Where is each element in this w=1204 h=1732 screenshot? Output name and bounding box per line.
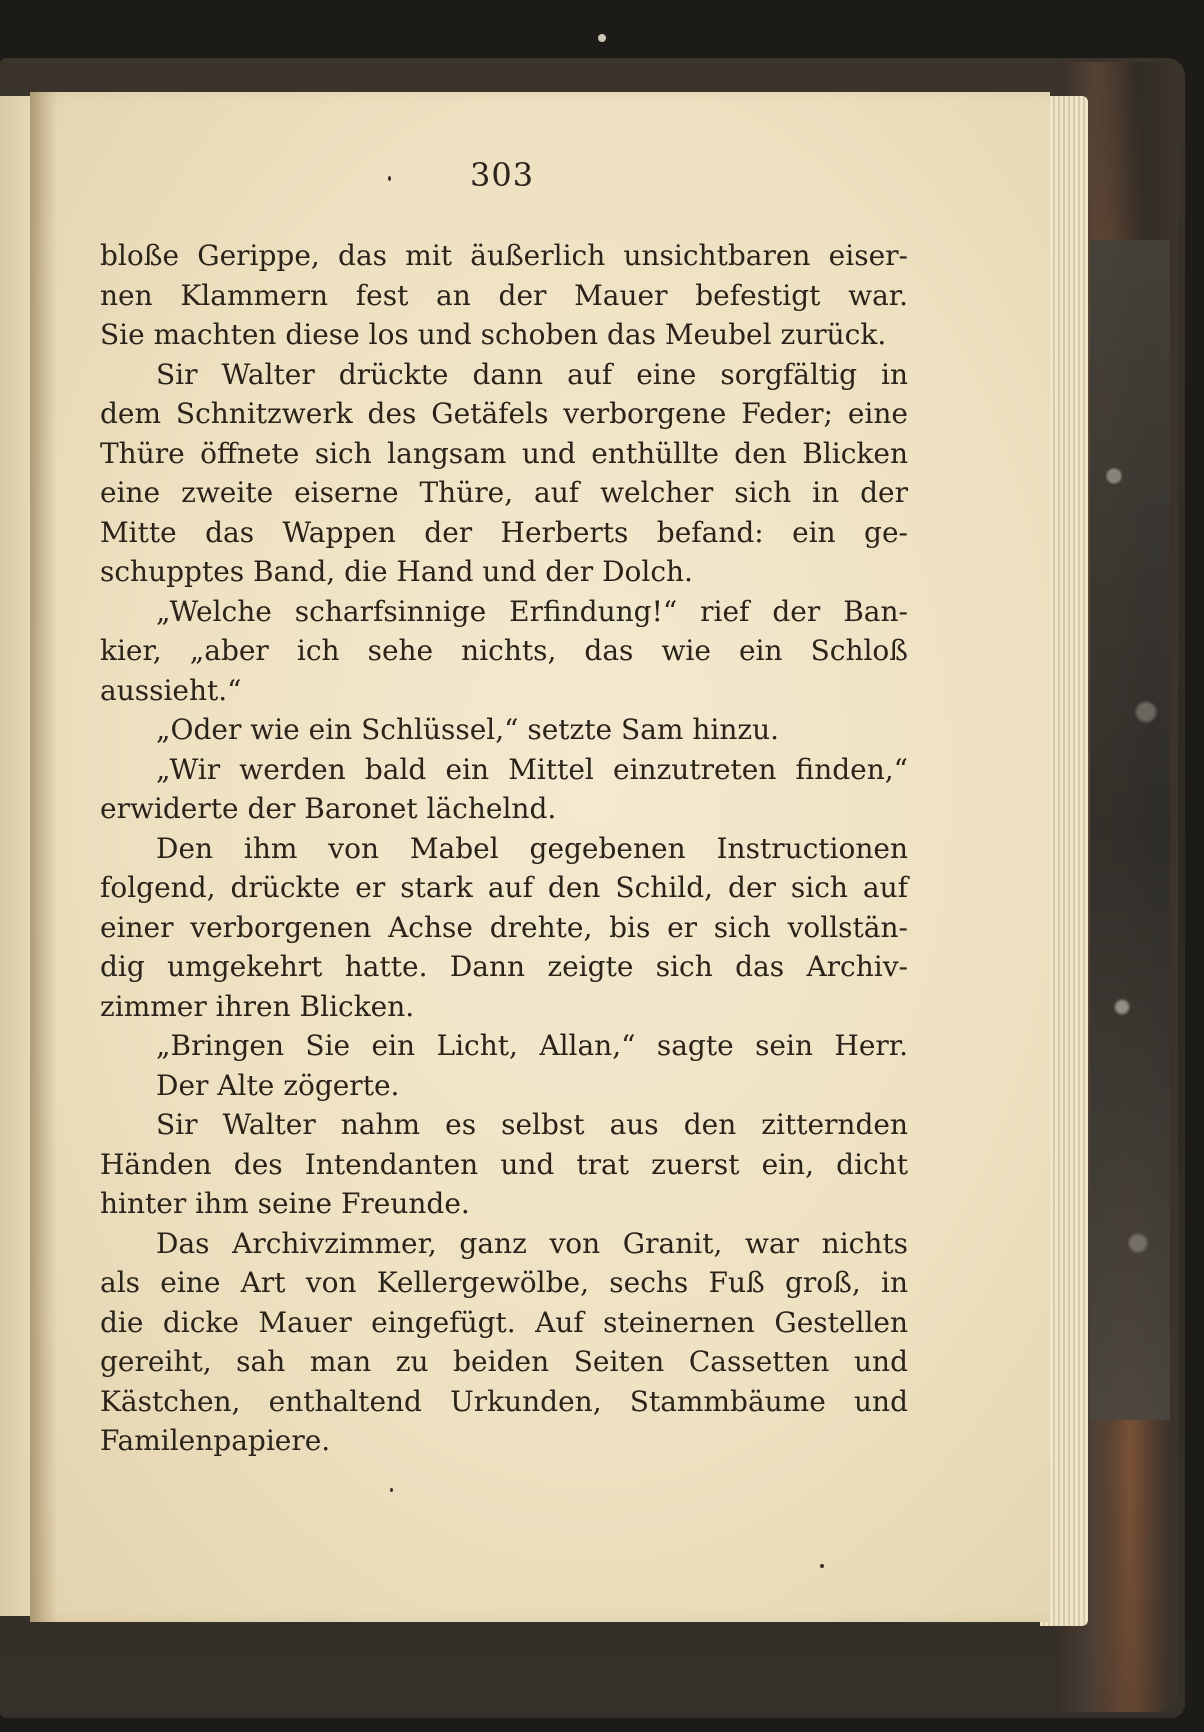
text-line: nen Klammern fest an der Mauer befestigt war. bbox=[100, 278, 908, 312]
text-line: „Wir werden bald ein Mittel einzutreten finden,“ bbox=[156, 752, 908, 786]
text-line: Sir Walter nahm es selbst aus den zitternden bbox=[156, 1108, 908, 1141]
cover-marbling bbox=[1090, 240, 1170, 1420]
text-line: dem Schnitzwerk des Getäfels verborgene Feder; eine bbox=[100, 397, 908, 430]
text-line: kier, „aber ich sehe nichts, das wie ein Schloß bbox=[100, 634, 908, 667]
text-line: eine zweite eiserne Thüre, auf welcher sich in der bbox=[100, 476, 908, 509]
text-line: „Welche scharfsinnige Erfindung!“ rief der Ban- bbox=[156, 594, 908, 628]
text-line: Das Archivzimmer, ganz von Granit, war nichts bbox=[156, 1226, 908, 1260]
text-line: schupptes Band, die Hand und der Dolch. bbox=[100, 555, 693, 588]
text-line: Thüre öffnete sich langsam und enthüllte den Blicken bbox=[100, 436, 908, 470]
text-line: gereiht, sah man zu beiden Seiten Cassetten und bbox=[100, 1345, 908, 1378]
text-line: die dicke Mauer eingefügt. Auf steinernen Gestellen bbox=[100, 1305, 908, 1339]
paper-speck bbox=[820, 1564, 824, 1568]
page-number: 303 bbox=[470, 156, 535, 194]
text-line: Sie machten diese los und schoben das Meubel zurück. bbox=[100, 318, 887, 351]
text-line: bloße Gerippe, das mit äußerlich unsichtbaren eiser- bbox=[100, 239, 908, 272]
text-line: erwiderte der Baronet lächelnd. bbox=[100, 792, 557, 825]
text-line: Sir Walter drückte dann auf eine sorgfältig in bbox=[156, 357, 908, 391]
text-line: dig umgekehrt hatte. Dann zeigte sich das Archiv- bbox=[100, 950, 908, 983]
text-line: Kästchen, enthaltend Urkunden, Stammbäume und bbox=[100, 1384, 908, 1418]
paper-speck bbox=[388, 176, 391, 181]
body-text bbox=[100, 236, 908, 1461]
text-line: aussieht.“ bbox=[100, 673, 242, 707]
text-line: Familenpapiere. bbox=[100, 1424, 331, 1457]
text-line: Der Alte zögerte. bbox=[156, 1068, 400, 1102]
text-line: als eine Art von Kellergewölbe, sechs Fuß groß, in bbox=[100, 1266, 908, 1299]
paper-speck bbox=[598, 34, 606, 42]
page-gutter-shadow bbox=[30, 92, 58, 1622]
text-line: Mitte das Wappen der Herberts befand: ein ge- bbox=[100, 515, 908, 549]
text-line: hinter ihm seine Freunde. bbox=[100, 1187, 470, 1220]
paper-speck bbox=[390, 1488, 393, 1492]
text-line: Händen des Intendanten und trat zuerst ein, dicht bbox=[100, 1147, 908, 1181]
text-line: „Bringen Sie ein Licht, Allan,“ sagte sein Herr. bbox=[156, 1029, 908, 1062]
text-line: „Oder wie ein Schlüssel,“ setzte Sam hinzu. bbox=[156, 713, 780, 746]
text-line: Den ihm von Mabel gegebenen Instructionen bbox=[156, 831, 908, 865]
text-line: folgend, drückte er stark auf den Schild, der sich auf bbox=[100, 871, 908, 904]
text-line: zimmer ihren Blicken. bbox=[100, 989, 415, 1023]
text-line: einer verborgenen Achse drehte, bis er sich vollstän- bbox=[100, 910, 908, 944]
